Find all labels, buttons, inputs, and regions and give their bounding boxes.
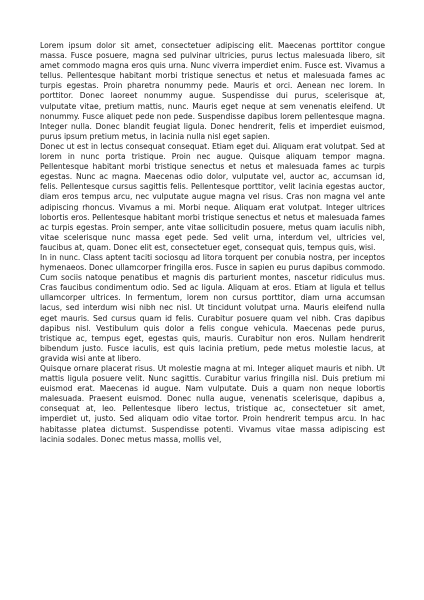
paragraph-2: Donec ut est in lectus consequat consequat. Etiam eget dui. Aliquam erat volutpat. Sed at lorem in nunc porta tristique. Proin nec augue. Quisque aliquam tempor magna. Pellentesque habitant morbi tristique senectus et netus et malesuada fames ac turpis egestas. Nunc ac magna. Maecenas odio dolor, vulputate vel, auctor ac, accumsan id, felis. Pellentesque cursus sagittis felis. Pellentesque porttitor, velit lacinia egestas auctor, diam eros tempus arcu, nec vulputate augue magna vel risus. Cras non magna vel ante adipiscing rhoncus. Vivamus a mi. Morbi neque. Aliquam erat volutpat. Integer ultrices lobortis eros. Pellentesque habitant morbi tristique senectus et netus et malesuada fames ac turpis egestas. Proin semper, ante vitae sollicitudin posuere, metus quam iaculis nibh, vitae scelerisque nunc massa eget pede. Sed velit urna, interdum vel, ultricies vel, faucibus at, quam. Donec elit est, consectetuer eget, consequat quis, tempus quis, wisi. — [40, 141, 385, 252]
paragraph-3: In in nunc. Class aptent taciti sociosqu ad litora torquent per conubia nostra, per inceptos hymenaeos. Donec ullamcorper fringilla eros. Fusce in sapien eu purus dapibus commodo. Cum sociis natoque penatibus et magnis dis parturient montes, nascetur ridiculus mus. Cras faucibus condimentum odio. Sed ac ligula. Aliquam at eros. Etiam at ligula et tellus ullamcorper ultrices. In fermentum, lorem non cursus porttitor, diam urna accumsan lacus, sed interdum wisi nibh nec nisl. Ut tincidunt volutpat urna. Mauris eleifend nulla eget mauris. Sed cursus quam id felis. Curabitur posuere quam vel nibh. Cras dapibus dapibus nisl. Vestibulum quis dolor a felis congue vehicula. Maecenas pede purus, tristique ac, tempus eget, egestas quis, mauris. Curabitur non eros. Nullam hendrerit bibendum justo. Fusce iaculis, est quis lacinia pretium, pede metus molestie lacus, at gravida wisi ante at libero. — [40, 252, 385, 363]
body-text — [40, 41, 385, 445]
paragraph-4: Quisque ornare placerat risus. Ut molestie magna at mi. Integer aliquet mauris et nibh. Ut mattis ligula posuere velit. Nunc sagittis. Curabitur varius fringilla nisl. Duis pretium mi euismod erat. Maecenas id augue. Nam vulputate. Duis a quam non neque lobortis malesuada. Praesent euismod. Donec nulla augue, venenatis scelerisque, dapibus a, consequat at, leo. Pellentesque libero lectus, tristique ac, consectetuer sit amet, imperdiet ut, justo. Sed aliquam odio vitae tortor. Proin hendrerit tempus arcu. In hac habitasse platea dictumst. Suspendisse potenti. Vivamus vitae massa adipiscing est lacinia sodales. Donec metus massa, mollis vel, — [40, 364, 385, 444]
paragraph-1: Lorem ipsum dolor sit amet, consectetuer adipiscing elit. Maecenas porttitor congue massa. Fusce posuere, magna sed pulvinar ultricies, purus lectus malesuada libero, sit amet commodo magna eros quis urna. Nunc viverra imperdiet enim. Fusce est. Vivamus a tellus. Pellentesque habitant morbi tristique senectus et netus et malesuada fames ac turpis egestas. Proin pharetra nonummy pede. Mauris et orci. Aenean nec lorem. In porttitor. Donec laoreet nonummy augue. Suspendisse dui purus, scelerisque at, vulputate vitae, pretium mattis, nunc. Mauris eget neque at sem venenatis eleifend. Ut nonummy. Fusce aliquet pede non pede. Suspendisse dapibus lorem pellentesque magna. Integer nulla. Donec blandit feugiat ligula. Donec hendrerit, felis et imperdiet euismod, purus ipsum pretium metus, in lacinia nulla nisl eget sapien. — [40, 41, 385, 141]
